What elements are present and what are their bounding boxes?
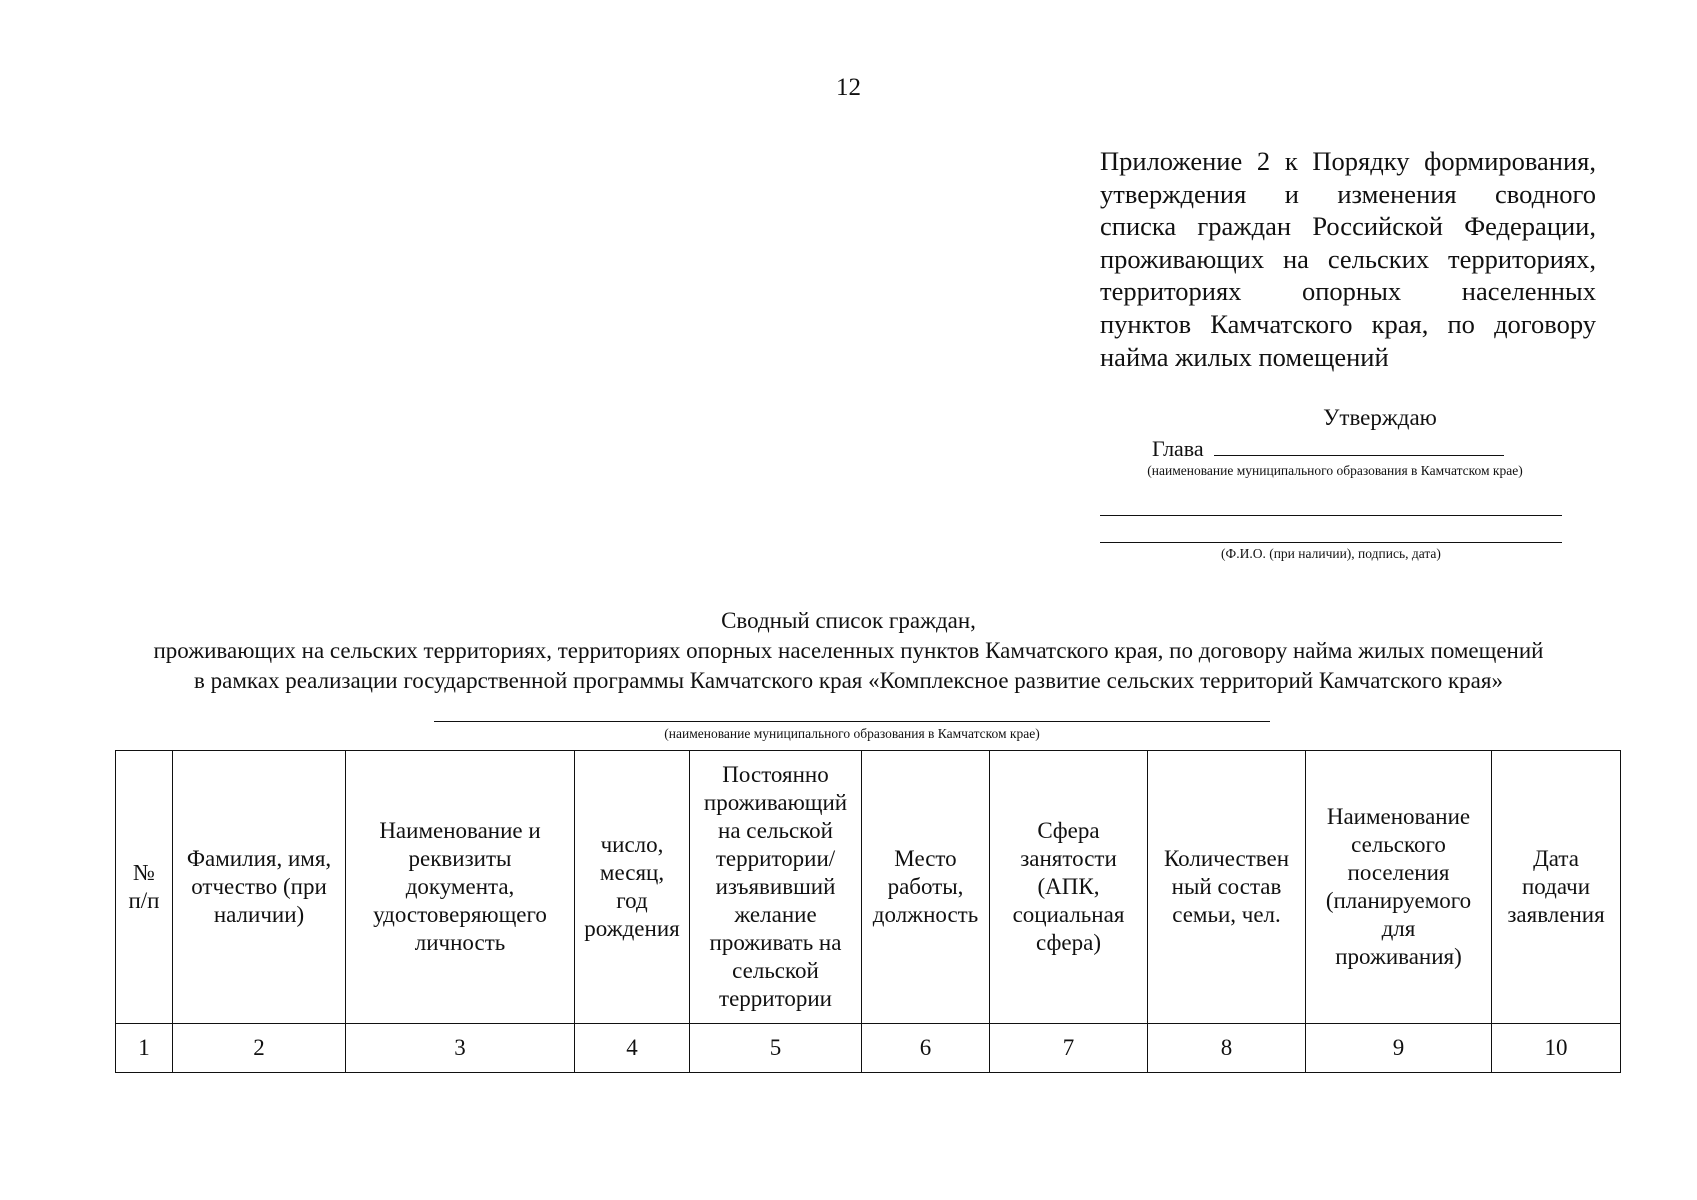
head-signature-line xyxy=(1152,435,1504,462)
column-header-line: рождения xyxy=(584,916,680,941)
column-header xyxy=(575,751,690,1024)
column-header-line: изъявивший xyxy=(715,874,836,899)
column-header-line: подачи xyxy=(1521,874,1590,899)
column-header-line: (планируемого xyxy=(1325,888,1472,913)
column-header-line: (АПК, xyxy=(1037,874,1100,899)
column-header-line: год xyxy=(616,888,648,913)
column-header-line: ный состав xyxy=(1171,874,1282,899)
column-header-line: на сельской xyxy=(718,818,833,843)
muni-caption: (наименование муниципального образования в Камчатском крае) xyxy=(1147,463,1523,478)
column-header-line: сельской xyxy=(732,958,819,983)
appendix-line: Приложение 2 к Порядку формирования, xyxy=(1100,146,1596,176)
column-header-line: п/п xyxy=(128,888,160,913)
column-number-cell: 6 xyxy=(862,1024,990,1073)
column-header-line: проживания) xyxy=(1335,944,1462,969)
appendix-line: утверждения и изменения сводного xyxy=(1100,178,1596,209)
title-line-1: Сводный список граждан, xyxy=(721,608,976,633)
column-header-line: Наименование и xyxy=(379,818,541,843)
column-header-line: Дата xyxy=(1533,846,1579,871)
column-header-line: личность xyxy=(414,930,506,955)
column-header-line: месяц, xyxy=(599,860,665,885)
appendix-line: территориях опорных населенных xyxy=(1100,276,1596,307)
column-header-line: для xyxy=(1381,916,1416,941)
column-header xyxy=(690,751,862,1024)
column-header-line: № xyxy=(133,860,155,885)
column-header-line: наличии) xyxy=(213,902,305,927)
head-blank-field xyxy=(1214,435,1504,456)
column-header-line: Постоянно xyxy=(722,762,829,787)
appendix-line: пунктов Камчатского края, по договору xyxy=(1100,308,1596,339)
column-header xyxy=(173,751,346,1024)
appendix-line: списка граждан Российской Федерации, xyxy=(1100,211,1596,242)
column-number-cell: 3 xyxy=(346,1024,575,1073)
column-header xyxy=(990,751,1148,1024)
citizens-register-table xyxy=(115,750,1621,1073)
column-header-line: должность xyxy=(872,902,979,927)
column-header-line: проживать на xyxy=(709,930,842,955)
column-header-line: семьи, чел. xyxy=(1172,902,1281,927)
column-header-line: заявления xyxy=(1507,902,1605,927)
table-header-row xyxy=(116,751,1621,1024)
column-header-line: реквизиты xyxy=(408,846,512,871)
column-header-line: Фамилия, имя, xyxy=(186,846,332,871)
column-header-line: социальная xyxy=(1012,902,1125,927)
column-header-line: отчество (при xyxy=(191,874,327,899)
column-header-line: работы, xyxy=(887,874,964,899)
appendix-line: проживающих на сельских территориях, xyxy=(1100,243,1596,274)
column-number-cell: 10 xyxy=(1492,1024,1621,1073)
column-header-line: Место xyxy=(894,846,957,871)
column-header-line: территории xyxy=(719,986,832,1011)
appendix-block xyxy=(1100,145,1596,373)
column-header-line: Наименование xyxy=(1326,804,1471,829)
document-title xyxy=(0,606,1697,696)
column-header-line: поселения xyxy=(1347,860,1450,885)
municipality-caption: (наименование муниципального образования в Камчатском крае) xyxy=(664,726,1040,741)
column-header-line: проживающий xyxy=(703,790,848,815)
fio-caption: (Ф.И.О. (при наличии), подпись, дата) xyxy=(1221,546,1441,561)
column-header-line: занятости xyxy=(1020,846,1117,871)
column-header xyxy=(346,751,575,1024)
page-number: 12 xyxy=(836,74,861,101)
column-header-line: удостоверяющего xyxy=(373,902,547,927)
column-header-line: число, xyxy=(600,832,664,857)
municipality-blank-line xyxy=(434,721,1270,722)
column-number-cell: 1 xyxy=(116,1024,173,1073)
column-number-cell: 4 xyxy=(575,1024,690,1073)
column-header-line: сельского xyxy=(1351,832,1446,857)
column-header-line: Количествен xyxy=(1163,846,1290,871)
signature-blank-line-1 xyxy=(1100,515,1562,516)
column-header-line: Сфера xyxy=(1037,818,1100,843)
column-header-line: территории/ xyxy=(715,846,836,871)
column-header-line: документа, xyxy=(405,874,515,899)
head-label: Глава xyxy=(1152,436,1204,461)
column-header xyxy=(1148,751,1306,1024)
column-header xyxy=(116,751,173,1024)
signature-blank-line-2 xyxy=(1100,542,1562,543)
column-header xyxy=(862,751,990,1024)
column-header-line: желание xyxy=(734,902,817,927)
table-number-row xyxy=(116,1024,1621,1073)
column-header xyxy=(1492,751,1621,1024)
column-header-line: сфера) xyxy=(1036,930,1101,955)
column-number-cell: 9 xyxy=(1306,1024,1492,1073)
approve-heading: Утверждаю xyxy=(1323,405,1437,430)
column-header xyxy=(1306,751,1492,1024)
title-line-2: проживающих на сельских территориях, территориях опорных населенных пунктов Камчатского края, по договору найма жилых помещений xyxy=(153,638,1544,663)
appendix-line: найма жилых помещений xyxy=(1100,341,1389,372)
column-number-cell: 2 xyxy=(173,1024,346,1073)
column-number-cell: 7 xyxy=(990,1024,1148,1073)
column-number-cell: 5 xyxy=(690,1024,862,1073)
column-number-cell: 8 xyxy=(1148,1024,1306,1073)
title-line-3: в рамках реализации государственной программы Камчатского края «Комплексное развитие сельских территорий Камчатского края» xyxy=(194,668,1503,693)
